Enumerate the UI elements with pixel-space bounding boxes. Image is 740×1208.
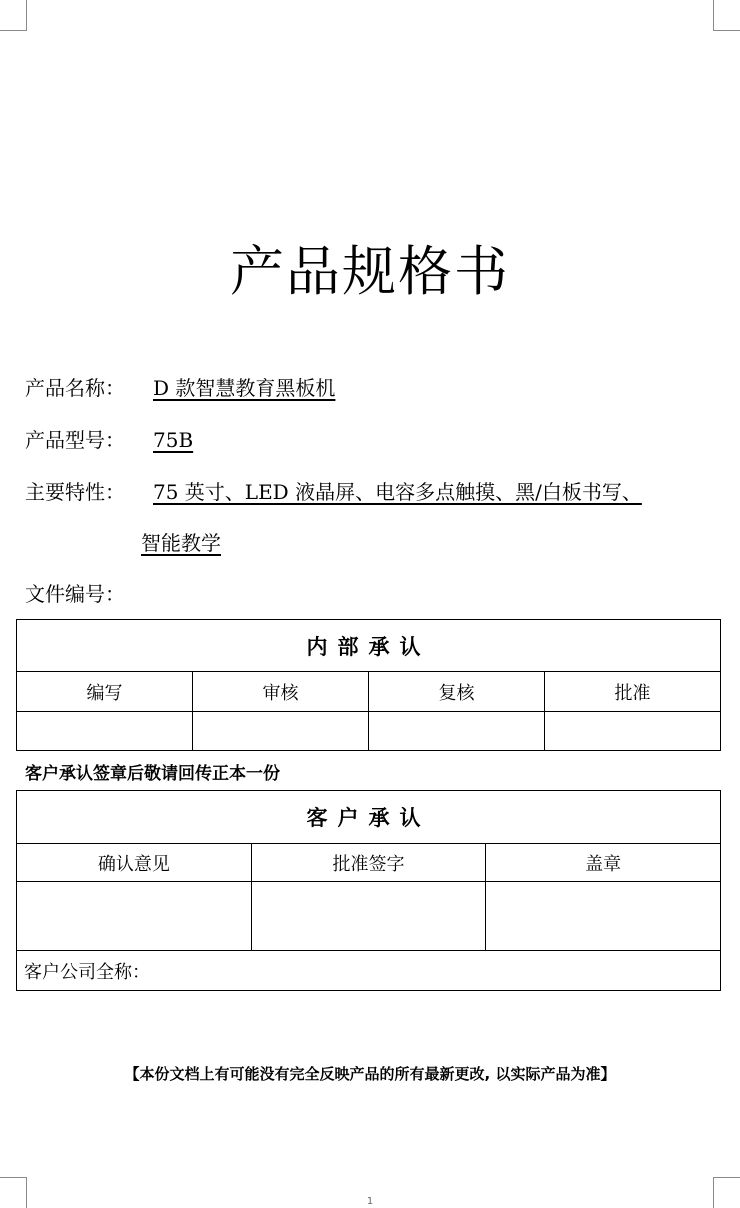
page-number: 1 — [366, 1196, 374, 1207]
col-seal: 盖章 — [486, 844, 721, 882]
features-label: 主要特性： — [25, 480, 125, 504]
internal-approval-table — [16, 619, 721, 751]
sign-cell-approver[interactable] — [545, 712, 721, 751]
sign-cell-rechecker[interactable] — [369, 712, 545, 751]
col-writer: 编写 — [17, 672, 193, 712]
sign-cell-writer[interactable] — [17, 712, 193, 751]
crop-mark-top-left — [0, 0, 27, 31]
file-number-label: 文件编号： — [25, 582, 125, 606]
customer-return-note: 客户承认签章后敬请回传正本一份 — [25, 764, 280, 784]
col-approver: 批准 — [545, 672, 721, 712]
col-approval-signature: 批准签字 — [251, 844, 486, 882]
document-title: 产品规格书 — [230, 240, 510, 303]
customer-approval-header: 客户承认 — [17, 791, 721, 844]
product-name-value[interactable]: D 款智慧教育黑板机 — [153, 376, 336, 400]
features-value-line2[interactable]: 智能教学 — [141, 531, 221, 555]
internal-approval-header: 内部承认 — [17, 620, 721, 672]
approval-signature-cell[interactable] — [251, 882, 486, 951]
col-reviewer: 审核 — [193, 672, 369, 712]
product-name-label: 产品名称： — [25, 376, 125, 400]
col-confirm-opinion: 确认意见 — [17, 844, 252, 882]
features-value-line1[interactable]: 75 英寸、LED 液晶屏、电容多点触摸、黑/白板书写、 — [153, 480, 642, 504]
customer-approval-table — [16, 790, 721, 991]
product-model-label: 产品型号： — [25, 428, 125, 452]
confirm-opinion-cell[interactable] — [17, 882, 252, 951]
footer-disclaimer: 【本份文档上有可能没有完全反映产品的所有最新更改, 以实际产品为准】 — [124, 1065, 616, 1083]
customer-company-label: 客户公司全称： — [24, 961, 150, 983]
crop-mark-top-right — [713, 0, 740, 31]
customer-company-name-row[interactable] — [17, 951, 721, 991]
sign-cell-reviewer[interactable] — [193, 712, 369, 751]
seal-cell[interactable] — [486, 882, 721, 951]
col-rechecker: 复核 — [369, 672, 545, 712]
product-model-value[interactable]: 75B — [153, 428, 194, 452]
